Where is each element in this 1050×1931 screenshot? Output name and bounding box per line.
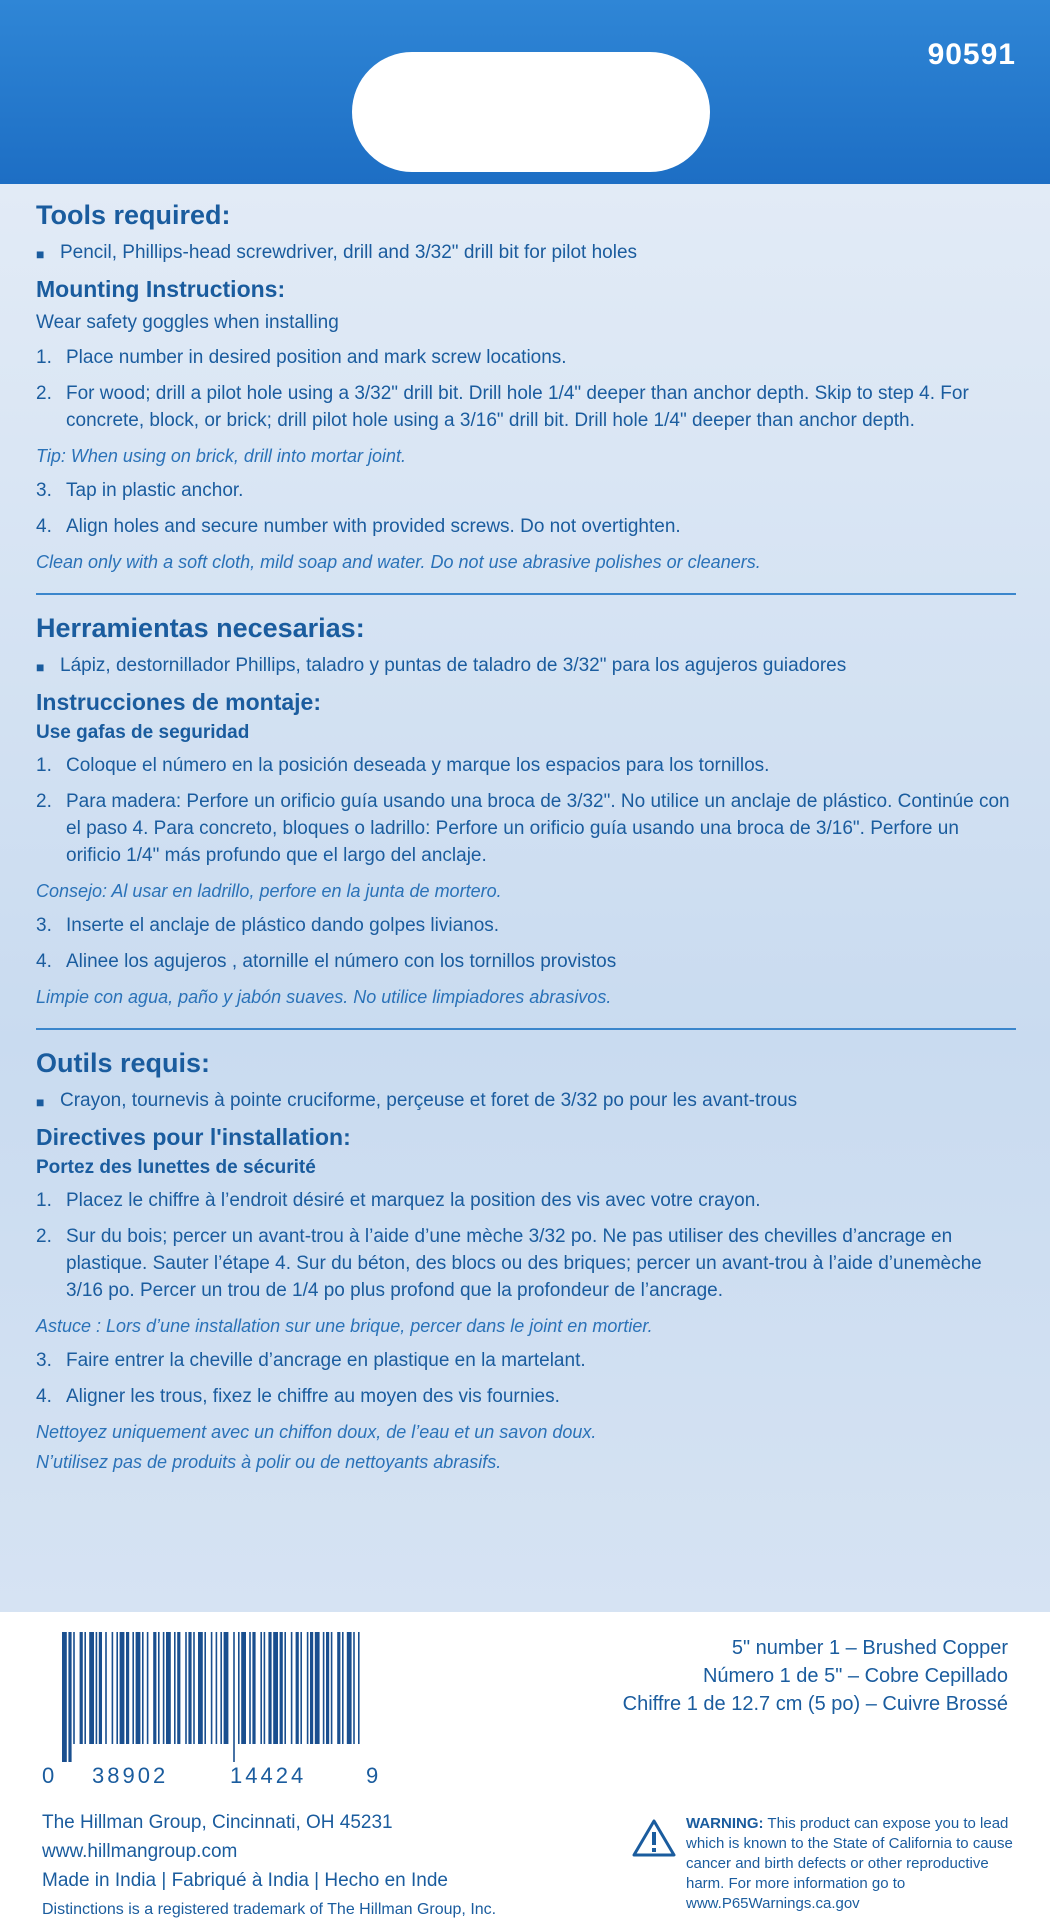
barcode-bar <box>174 1632 176 1744</box>
warning-triangle-icon <box>632 1818 676 1858</box>
product-description <box>623 1634 1008 1718</box>
step-number: 2. <box>36 1226 52 1247</box>
bullet-icon: ■ <box>36 1094 45 1110</box>
step-number: 3. <box>36 1350 52 1371</box>
tools-item-text: Lápiz, destornillador Phillips, taladro y puntas de taladro de 3/32" para los agujeros guiadores <box>60 655 847 676</box>
barcode-bar <box>238 1632 240 1744</box>
barcode-bar <box>142 1632 144 1744</box>
step-text: Coloque el número en la posición deseada y marque los espacios para los tornillos. <box>66 755 770 776</box>
step-number: 3. <box>36 480 52 501</box>
tools-title-es: Herramientas necesarias: <box>36 613 365 643</box>
barcode-bar <box>120 1632 125 1744</box>
step-1-fr <box>36 1187 1016 1214</box>
barcode-digit-right: 9 <box>366 1763 379 1788</box>
step-text: Align holes and secure number with provided screws. Do not overtighten. <box>66 516 681 537</box>
clean-es: Limpie con agua, paño y jabón suaves. No utilice limpiadores abrasivos. <box>36 987 612 1007</box>
hang-hole <box>352 52 710 172</box>
step-number: 1. <box>36 347 52 368</box>
safety-en: Wear safety goggles when installing <box>36 312 339 333</box>
bullet-icon: ■ <box>36 246 45 262</box>
barcode-bar <box>241 1632 246 1744</box>
barcode-bar <box>296 1632 299 1744</box>
step-number: 3. <box>36 915 52 936</box>
step-number: 4. <box>36 1386 52 1407</box>
clean-fr-2: N’utilisez pas de produits à polir ou de nettoyants abrasifs. <box>36 1452 502 1472</box>
barcode-bar <box>126 1632 129 1744</box>
made-in: Made in India | Fabriqué à India | Hecho en Inde <box>42 1870 448 1891</box>
barcode-bar <box>310 1632 313 1744</box>
tools-item-text: Pencil, Phillips-head screwdriver, drill and 3/32" drill bit for pilot holes <box>60 242 638 263</box>
barcode-bar <box>163 1632 165 1744</box>
barcode-bar <box>99 1632 102 1744</box>
upc-barcode <box>62 1632 360 1762</box>
product-name-en: 5" number 1 – Brushed Copper <box>731 1637 1008 1659</box>
step-number: 1. <box>36 755 52 776</box>
step-text: Sur du bois; percer un avant-trou à l’aide d’une mèche 3/32 po. Ne pas utiliser des chevilles d’ancrage en plastique. Sauter l’étape 4. Sur du béton, des blocs ou des briques; percer un avant-trou à l’aide d’unemèche 3/16 po. Percer un trou de 1/4 po plus profond que la profondeur de l’ancrage. <box>66 1226 982 1301</box>
warning-text: This product can expose you to lead which is known to the State of California to cause cancer and birth defects or other reproductive harm. For more information go to www.P65Warnings.ca.gov <box>686 1815 1013 1912</box>
tools-item-en <box>36 239 1016 268</box>
trademark-note: Distinctions is a registered trademark of The Hillman Group, Inc. <box>42 1901 497 1918</box>
barcode-bar <box>105 1632 107 1744</box>
barcode-bar <box>158 1632 160 1744</box>
barcode-bar <box>224 1632 229 1744</box>
step-text: Faire entrer la cheville d’ancrage en plastique en la martelant. <box>66 1350 586 1371</box>
barcode-bar <box>347 1632 352 1744</box>
step-3-fr <box>36 1347 1016 1374</box>
tools-item-es <box>36 652 1016 681</box>
step-2-en <box>36 380 1016 434</box>
mounting-title-fr: Directives pour l'installation: <box>36 1124 351 1150</box>
company-address: The Hillman Group, Cincinnati, OH 45231 <box>42 1812 393 1833</box>
tip-en: Tip: When using on brick, drill into mortar joint. <box>36 446 406 466</box>
barcode-bar <box>68 1632 71 1762</box>
step-4-en <box>36 513 1016 540</box>
barcode-bar <box>353 1632 355 1744</box>
barcode-bar <box>252 1632 255 1744</box>
product-name-es: Número 1 de 5" – Cobre Cepillado <box>702 1665 1008 1687</box>
product-name-fr: Chiffre 1 de 12.7 cm (5 po) – Cuivre Brossé <box>622 1693 1008 1715</box>
step-1-en <box>36 344 1016 371</box>
barcode-bar <box>300 1632 302 1744</box>
barcode-bar <box>331 1632 333 1744</box>
step-3-es <box>36 912 1016 939</box>
barcode-bar <box>166 1632 171 1744</box>
instructions-content <box>36 200 1016 1483</box>
barcode-bar <box>73 1632 75 1744</box>
barcode-bar <box>136 1632 141 1744</box>
barcode-bar <box>177 1632 180 1744</box>
barcode-bar <box>358 1632 360 1744</box>
barcode-bar <box>220 1632 222 1744</box>
step-4-fr <box>36 1383 1016 1410</box>
prop65-warning <box>686 1814 1020 1914</box>
tools-title-fr: Outils requis: <box>36 1048 211 1078</box>
safety-fr: Portez des lunettes de sécurité <box>36 1157 316 1178</box>
section-divider <box>36 1028 1016 1030</box>
barcode-bar <box>342 1632 344 1744</box>
company-info <box>42 1808 496 1924</box>
barcode-bar <box>264 1632 266 1744</box>
barcode-bar <box>185 1632 187 1744</box>
barcode-bar <box>337 1632 340 1744</box>
step-text: Aligner les trous, fixez le chiffre au moyen des vis fournies. <box>66 1386 560 1407</box>
barcode-bar <box>188 1632 191 1744</box>
clean-en: Clean only with a soft cloth, mild soap and water. Do not use abrasive polishes or cleaners. <box>36 552 761 572</box>
step-text: Placez le chiffre à l’endroit désiré et marquez la position des vis avec votre crayon. <box>66 1190 761 1211</box>
barcode-bar <box>323 1632 325 1744</box>
barcode-bar <box>132 1632 134 1744</box>
step-text: Tap in plastic anchor. <box>66 480 244 501</box>
barcode-bar <box>315 1632 320 1744</box>
tools-item-text: Crayon, tournevis à pointe cruciforme, perçeuse et foret de 3/32 po pour les avant-trous <box>60 1090 798 1111</box>
step-number: 2. <box>36 791 52 812</box>
barcode-bar <box>216 1632 218 1744</box>
step-text: Para madera: Perfore un orificio guía usando una broca de 3/32". No utilice un anclaje de plástico. Continúe con el paso 4. Para concreto, bloques o ladrillo: Perfore un orificio guía usando una broca de 3/16". Perfore un orificio 1/4" más profundo que el largo del anclaje. <box>66 791 1010 866</box>
barcode-bar <box>291 1632 293 1744</box>
step-text: Place number in desired position and mark screw locations. <box>66 347 567 368</box>
barcode-bar <box>268 1632 271 1744</box>
barcode-bar <box>260 1632 262 1744</box>
barcode-bar <box>112 1632 114 1744</box>
step-number: 4. <box>36 516 52 537</box>
bullet-icon: ■ <box>36 659 45 675</box>
section-divider <box>36 593 1016 595</box>
step-number: 1. <box>36 1190 52 1211</box>
barcode-bar <box>273 1632 278 1744</box>
barcode-bar <box>89 1632 94 1744</box>
step-text: Alinee los agujeros , atornille el número con los tornillos provistos <box>66 951 617 972</box>
step-2-es <box>36 788 1016 869</box>
barcode-bar <box>211 1632 213 1744</box>
step-number: 2. <box>36 383 52 404</box>
barcode-bar <box>84 1632 86 1744</box>
barcode-digits-group2: 14424 <box>230 1763 307 1788</box>
barcode-bar <box>96 1632 98 1744</box>
barcode-bar <box>204 1632 206 1744</box>
company-website: www.hillmangroup.com <box>42 1841 238 1862</box>
barcode-bar <box>280 1632 283 1744</box>
clean-fr-1: Nettoyez uniquement avec un chiffon doux, de l’eau et un savon doux. <box>36 1422 597 1442</box>
barcode-bar <box>307 1632 309 1744</box>
barcode-bar <box>284 1632 286 1744</box>
step-2-fr <box>36 1223 1016 1304</box>
barcode-bar <box>193 1632 195 1744</box>
warning-label: WARNING: <box>686 1815 764 1832</box>
tip-es: Consejo: Al usar en ladrillo, perfore en la junta de mortero. <box>36 881 502 901</box>
barcode-digits-group1: 38902 <box>92 1763 169 1788</box>
barcode-bar <box>326 1632 329 1744</box>
tip-fr: Astuce : Lors d’une installation sur une brique, percer dans le joint en mortier. <box>36 1316 653 1336</box>
barcode-bar <box>116 1632 118 1744</box>
sku-number: 90591 <box>927 38 1016 71</box>
barcode-bar <box>147 1632 149 1744</box>
safety-es: Use gafas de seguridad <box>36 722 250 743</box>
step-1-es <box>36 752 1016 779</box>
step-3-en <box>36 477 1016 504</box>
tools-title-en: Tools required: <box>36 200 231 230</box>
step-number: 4. <box>36 951 52 972</box>
step-text: For wood; drill a pilot hole using a 3/32" drill bit. Drill hole 1/4" deeper than anchor depth. Skip to step 4. For concrete, block, or brick; drill pilot hole using a 3/16" drill bit. Drill hole 1/4" deeper than anchor depth. <box>66 383 969 431</box>
barcode-bar <box>62 1632 67 1762</box>
barcode-bar <box>153 1632 156 1744</box>
barcode-bar <box>249 1632 251 1744</box>
step-text: Inserte el anclaje de plástico dando golpes livianos. <box>66 915 500 936</box>
step-4-es <box>36 948 1016 975</box>
barcode-bar <box>233 1632 235 1762</box>
barcode-digit-left: 0 <box>42 1763 55 1788</box>
barcode-bar <box>80 1632 83 1744</box>
tools-item-fr <box>36 1087 1016 1116</box>
barcode-bar <box>198 1632 203 1744</box>
mounting-title-en: Mounting Instructions: <box>36 276 286 302</box>
mounting-title-es: Instrucciones de montaje: <box>36 689 322 715</box>
